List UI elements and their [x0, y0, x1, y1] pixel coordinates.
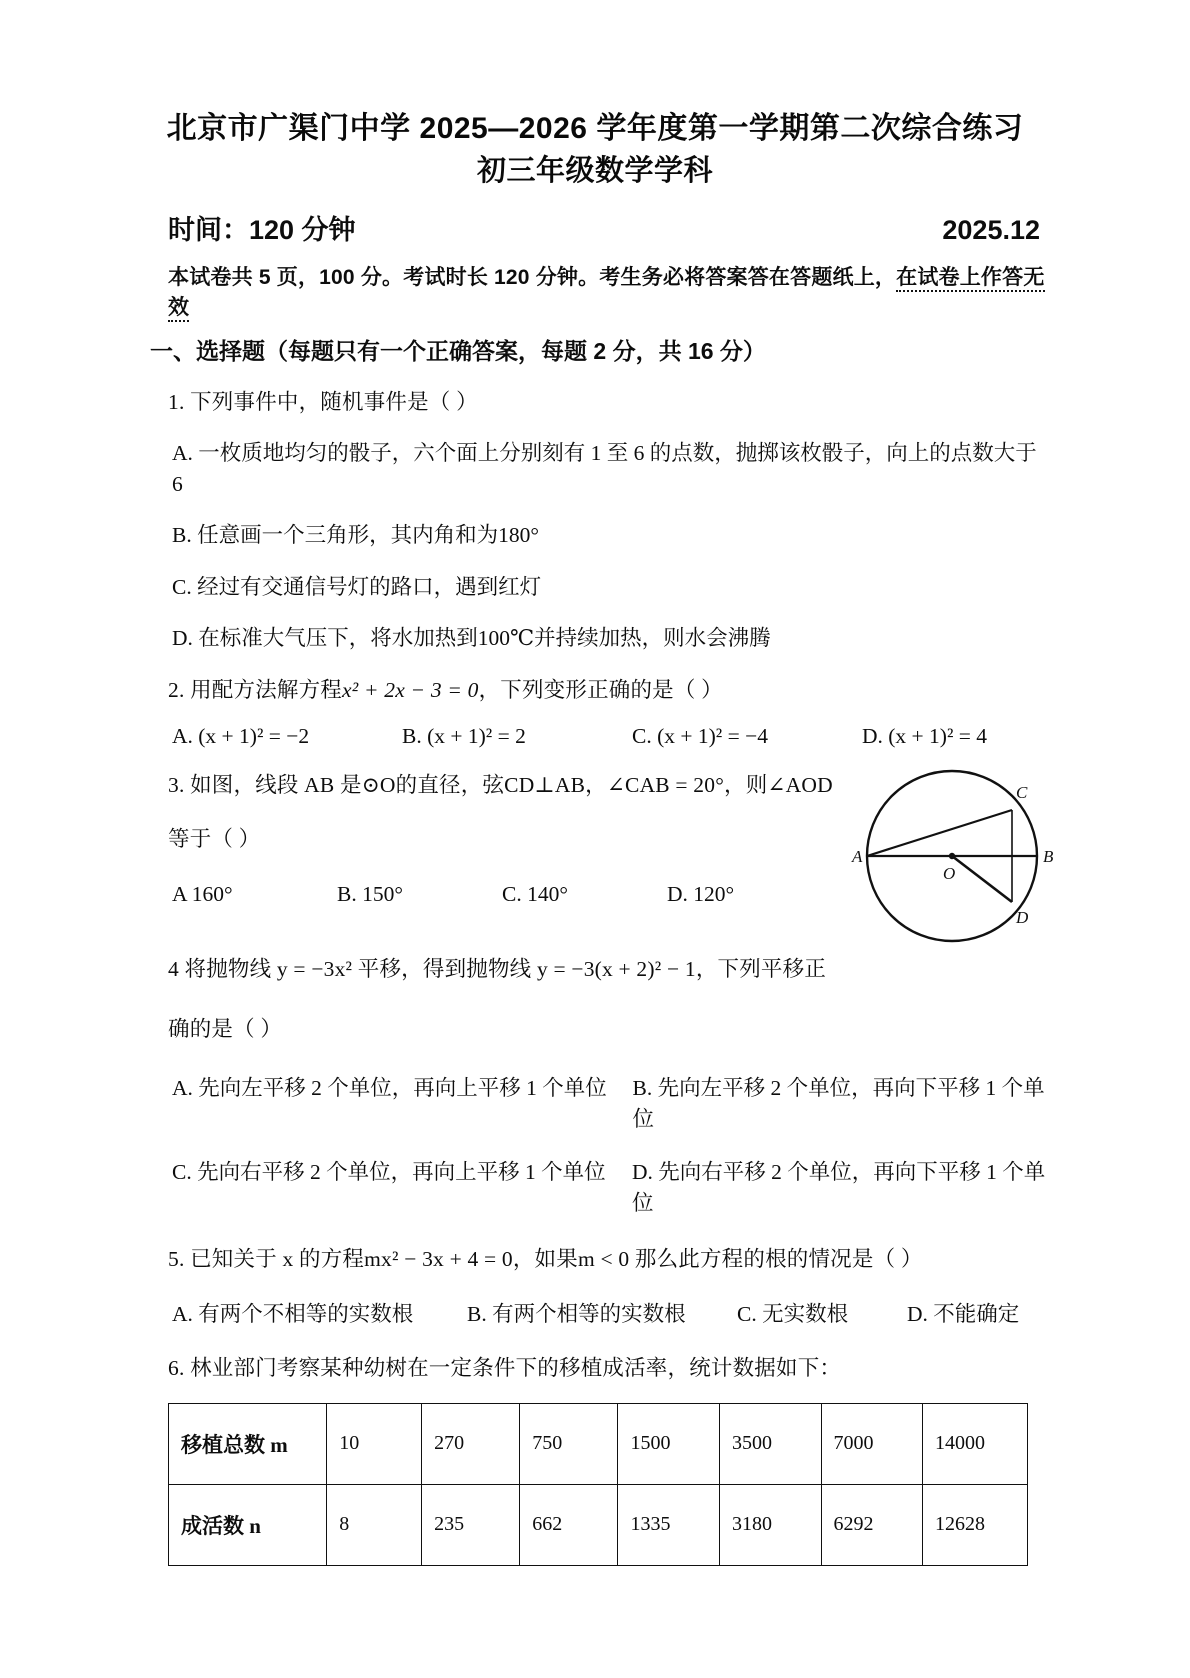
question-2-stem-prefix: 2. 用配方法解方程 [168, 677, 343, 702]
question-2-stem-equation: x² + 2x − 3 = 0 [342, 677, 479, 702]
table-cell-m-3: 750 [520, 1403, 618, 1484]
question-2-option-d: D. (x + 1)² = 4 [862, 724, 988, 749]
table-cell-n-3: 662 [520, 1484, 618, 1565]
exam-date: 2025.12 [942, 214, 1040, 245]
survival-rate-table [168, 1403, 1028, 1566]
question-2-stem [168, 674, 1048, 706]
question-2-options [172, 724, 1062, 749]
question-3-stem-line1: 3. 如图，线段 AB 是⊙O的直径，弦CD⊥AB，∠CAB = 20°，则∠AOD [168, 773, 833, 798]
question-4-option-d: D. 先向右平移 2 个单位，再向下平移 1 个单位 [631, 1160, 1046, 1216]
notice-main-text: 本试卷共 5 页，100 分。考试时长 120 分钟。考生务必将答案答在答题纸上， [168, 265, 897, 289]
question-5-option-a: A. 有两个不相等的实数根 [172, 1302, 414, 1327]
question-5-option-c: C. 无实数根 [737, 1302, 849, 1327]
question-5-option-b: B. 有两个相等的实数根 [467, 1302, 686, 1327]
time-limit-label: 时间：120 分钟 [168, 214, 356, 245]
page-title: 北京市广渠门中学 2025—2026 学年度第一学期第二次综合练习 [166, 112, 1024, 145]
question-3-stem-line2: 等于（ ） [168, 827, 261, 852]
question-2-option-b: B. (x + 1)² = 2 [402, 724, 526, 749]
question-4-stem-line2: 确的是（ ） [168, 1016, 283, 1041]
table-cell-n-5: 3180 [719, 1484, 821, 1565]
page-subtitle: 初三年级数学学科 [476, 154, 713, 187]
table-cell-m-7: 14000 [923, 1403, 1028, 1484]
question-4-options-row2 [172, 1155, 1062, 1217]
question-1-stem: 1. 下列事件中，随机事件是（ ） [168, 389, 478, 414]
question-4-option-b: B. 先向左平移 2 个单位，再向下平移 1 个单位 [632, 1076, 1045, 1132]
exam-header [0, 108, 1190, 192]
question-5-options [172, 1297, 1062, 1328]
table-row [169, 1403, 1028, 1484]
question-4-options-row1 [172, 1071, 1062, 1133]
question-5-stem: 5. 已知关于 x 的方程mx² − 3x + 4 = 0，如果m < 0 那么此方程的根的情况是（ ） [168, 1247, 923, 1272]
question-1-option-c: C. 经过有交通信号灯的路口，遇到红灯 [172, 574, 542, 599]
circle-label-a: A [852, 847, 863, 867]
question-3-option-d: D. 120° [667, 881, 735, 906]
table-row-label-n: 成活数 n [169, 1484, 327, 1565]
table-cell-m-4: 1500 [618, 1403, 720, 1484]
section-heading-choice: 一、选择题（每题只有一个正确答案，每题 2 分，共 16 分） [150, 337, 766, 364]
question-3-option-a: A 160° [172, 881, 233, 906]
question-4-stem-line1: 4 将抛物线 y = −3x² 平移，得到抛物线 y = −3(x + 2)² − 1，下列平移正 [168, 956, 827, 981]
question-1-option-d: D. 在标准大气压下，将水加热到100℃并持续加热，则水会沸腾 [172, 625, 771, 650]
table-cell-n-4: 1335 [618, 1484, 720, 1565]
circle-label-c: C [1016, 783, 1028, 803]
question-1-option-a: A. 一枚质地均匀的骰子，六个面上分别刻有 1 至 6 的点数，抛掷该枚骰子，向上的点数大于 6 [172, 441, 1037, 497]
question-2-option-a: A. (x + 1)² = −2 [172, 724, 310, 749]
question-4-option-a: A. 先向左平移 2 个单位，再向上平移 1 个单位 [172, 1076, 607, 1101]
table-cell-n-2: 235 [422, 1484, 520, 1565]
table-cell-m-2: 270 [422, 1403, 520, 1484]
question-6-stem: 6. 林业部门考察某种幼树在一定条件下的移植成活率，统计数据如下： [168, 1356, 842, 1381]
table-cell-m-5: 3500 [719, 1403, 821, 1484]
exam-meta [168, 208, 1040, 247]
question-5-option-d: D. 不能确定 [907, 1302, 1020, 1327]
circle-label-b: B [1043, 847, 1054, 867]
question-3-option-b: B. 150° [337, 881, 403, 906]
circle-geometry-diagram [840, 761, 1080, 951]
table-cell-m-6: 7000 [821, 1403, 923, 1484]
exam-notice [168, 261, 1048, 321]
question-2-option-c: C. (x + 1)² = −4 [632, 724, 768, 749]
circle-label-o: O [943, 864, 956, 884]
table-cell-n-6: 6292 [821, 1484, 923, 1565]
table-row-label-m: 移植总数 m [169, 1403, 327, 1484]
question-4-option-c: C. 先向右平移 2 个单位，再向上平移 1 个单位 [172, 1160, 606, 1185]
question-1-option-b: B. 任意画一个三角形，其内角和为180° [172, 523, 539, 548]
table-row [169, 1484, 1028, 1565]
question-3-option-c: C. 140° [502, 881, 568, 906]
question-2-stem-suffix: ，下列变形正确的是（ ） [478, 677, 723, 702]
table-cell-n-7: 12628 [923, 1484, 1028, 1565]
circle-label-d: D [1016, 908, 1029, 928]
notice-emphasis-text: 在试卷上作答无效 [168, 266, 1045, 322]
table-cell-n-1: 8 [327, 1484, 422, 1565]
table-cell-m-1: 10 [327, 1403, 422, 1484]
